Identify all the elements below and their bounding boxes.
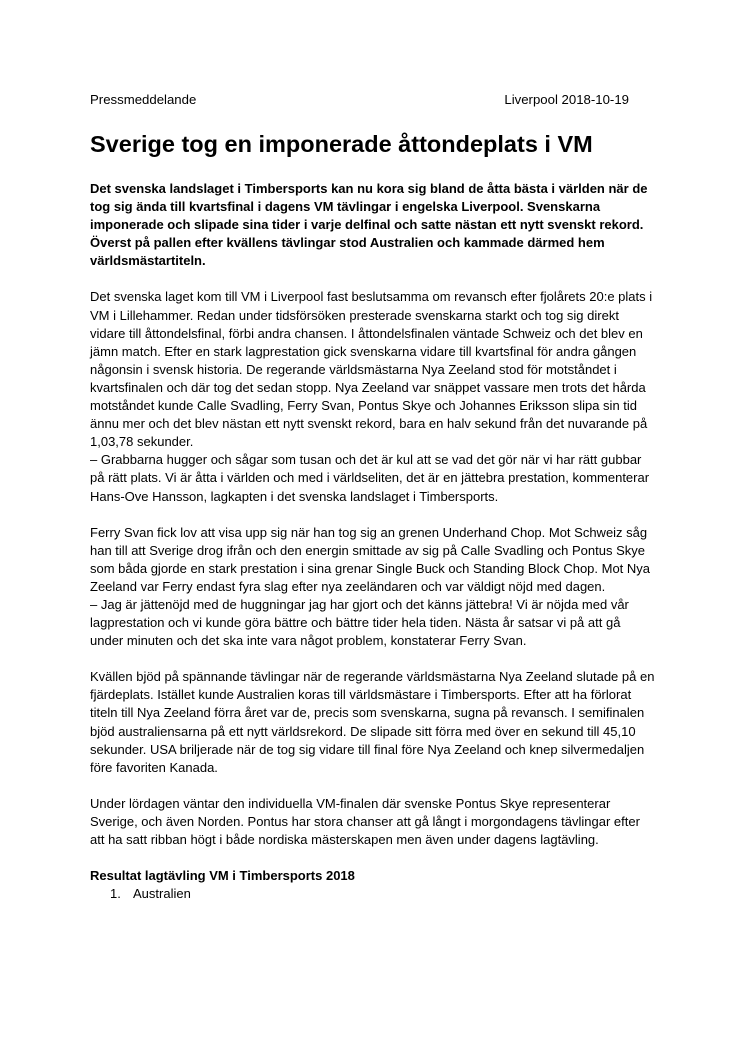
list-item bbox=[90, 885, 656, 903]
paragraph-text: Ferry Svan fick lov att visa upp sig när han tog sig an grenen Underhand Chop. Mot Schweiz såg han till att Sverige drog ifrån och den energin smittade av sig på Calle Svadling och Pontus Skye som båda gjorde en stark prestation i sina grenar Single Buck och Standing Block Chop. Mot Nya Zeeland var Ferry endast fyra slag efter nya zeeländaren och var väldigt nöjd med dagen. bbox=[90, 524, 651, 594]
lead-text: Det svenska landslaget i Timbersports kan nu kora sig bland de åtta bästa i världen när de tog sig ända till kvartsfinal i dagens VM tävlingar i engelska Liverpool. Svenskarna imponerade och slipade sina tider i varje delfinal och satte nästan ett nytt svenskt rekord. Överst på pallen efter kvällens tävlingar stod Australien och kammade därmed hem världsmästartiteln. bbox=[90, 181, 648, 269]
list-item-name: Australien bbox=[133, 886, 191, 902]
document-type-label: Pressmeddelande bbox=[90, 92, 197, 107]
page-title: Sverige tog en imponerade åttondeplats i VM bbox=[90, 131, 593, 157]
paragraph-4 bbox=[90, 795, 656, 849]
document-body bbox=[90, 180, 656, 903]
paragraph-text: Det svenska laget kom till VM i Liverpool fast beslutsamma om revansch efter fjolårets 20:e plats i VM i Lillehammer. Redan under tidsförsöken presterade svenskarna starkt och tog sig direkt vidare till åttondelsfinal, förbi andra chansen. I åttondelsfinalen väntade Schweiz och det blev en jämn match. Efter en stark lagprestation gick svenskarna vidare till kvartsfinal för andra gången någonsin i svensk historia. De regerande världsmästarna Nya Zeeland stod för motståndet i kvartsfinalen och där tog det sedan stopp. Nya Zeeland var snäppet vassare men trots det hårda motståndet kunde Calle Svadling, Ferry Svan, Pontus Skye och Johannes Eriksson slipa sin tid ännu mer och det blev nästan ett nytt svenskt rekord, bara en halv sekund från det nuvarande på 1,03,78 sekunder. bbox=[90, 289, 653, 450]
paragraph-2 bbox=[90, 524, 656, 651]
paragraph-1 bbox=[90, 288, 656, 505]
paragraph-text: Kvällen bjöd på spännande tävlingar när de regerande världsmästarna Nya Zeeland slutade på en fjärdeplats. Istället kunde Australien koras till världsmästare i Timbersports. Efter att ha förlorat titeln till Nya Zeeland förra året var de, precis som svenskarna, sugna på revansch. I semifinalen bjöd australiensarna på ett nytt världsrekord. De slipade sitt förra med över en sekund till 45,10 sekunder. USA briljerade när de tog sig vidare till final före Nya Zeeland och knep silvermedaljen före favoriten Kanada. bbox=[90, 669, 655, 775]
results-list bbox=[90, 885, 656, 903]
lead-paragraph bbox=[90, 180, 656, 270]
paragraph-quote: – Grabbarna hugger och sågar som tusan och det är kul att se vad det gör när vi har rätt gubbar på rätt plats. Vi är åtta i världen och med i världseliten, det är en jättebra prestation, kommenterar Hans-Ove Hansson, lagkapten i det svenska landslaget i Timbersports. bbox=[90, 452, 650, 504]
paragraph-quote: – Jag är jättenöjd med de huggningar jag har gjort och det känns jättebra! Vi är nöjda med vår lagprestation och vi kunde göra bättre och bättre tider hela tiden. Nästa år satsar vi på att gå under minuten och det ska inte vara något problem, konstaterar Ferry Svan. bbox=[90, 596, 629, 649]
place-date: Liverpool 2018-10-19 bbox=[504, 92, 629, 107]
paragraph-3 bbox=[90, 668, 656, 777]
results-heading: Resultat lagtävling VM i Timbersports 2018 bbox=[90, 868, 355, 884]
paragraph-text: Under lördagen väntar den individuella VM-finalen där svenske Pontus Skye representerar Sverige, och även Norden. Pontus har stora chanser att gå långt i morgondagens tävlingar efter att ha satt ribban högt i både nordiska mästerskapen men även under dagens lagtävling. bbox=[90, 795, 640, 847]
list-item-number: 1. bbox=[110, 886, 121, 902]
